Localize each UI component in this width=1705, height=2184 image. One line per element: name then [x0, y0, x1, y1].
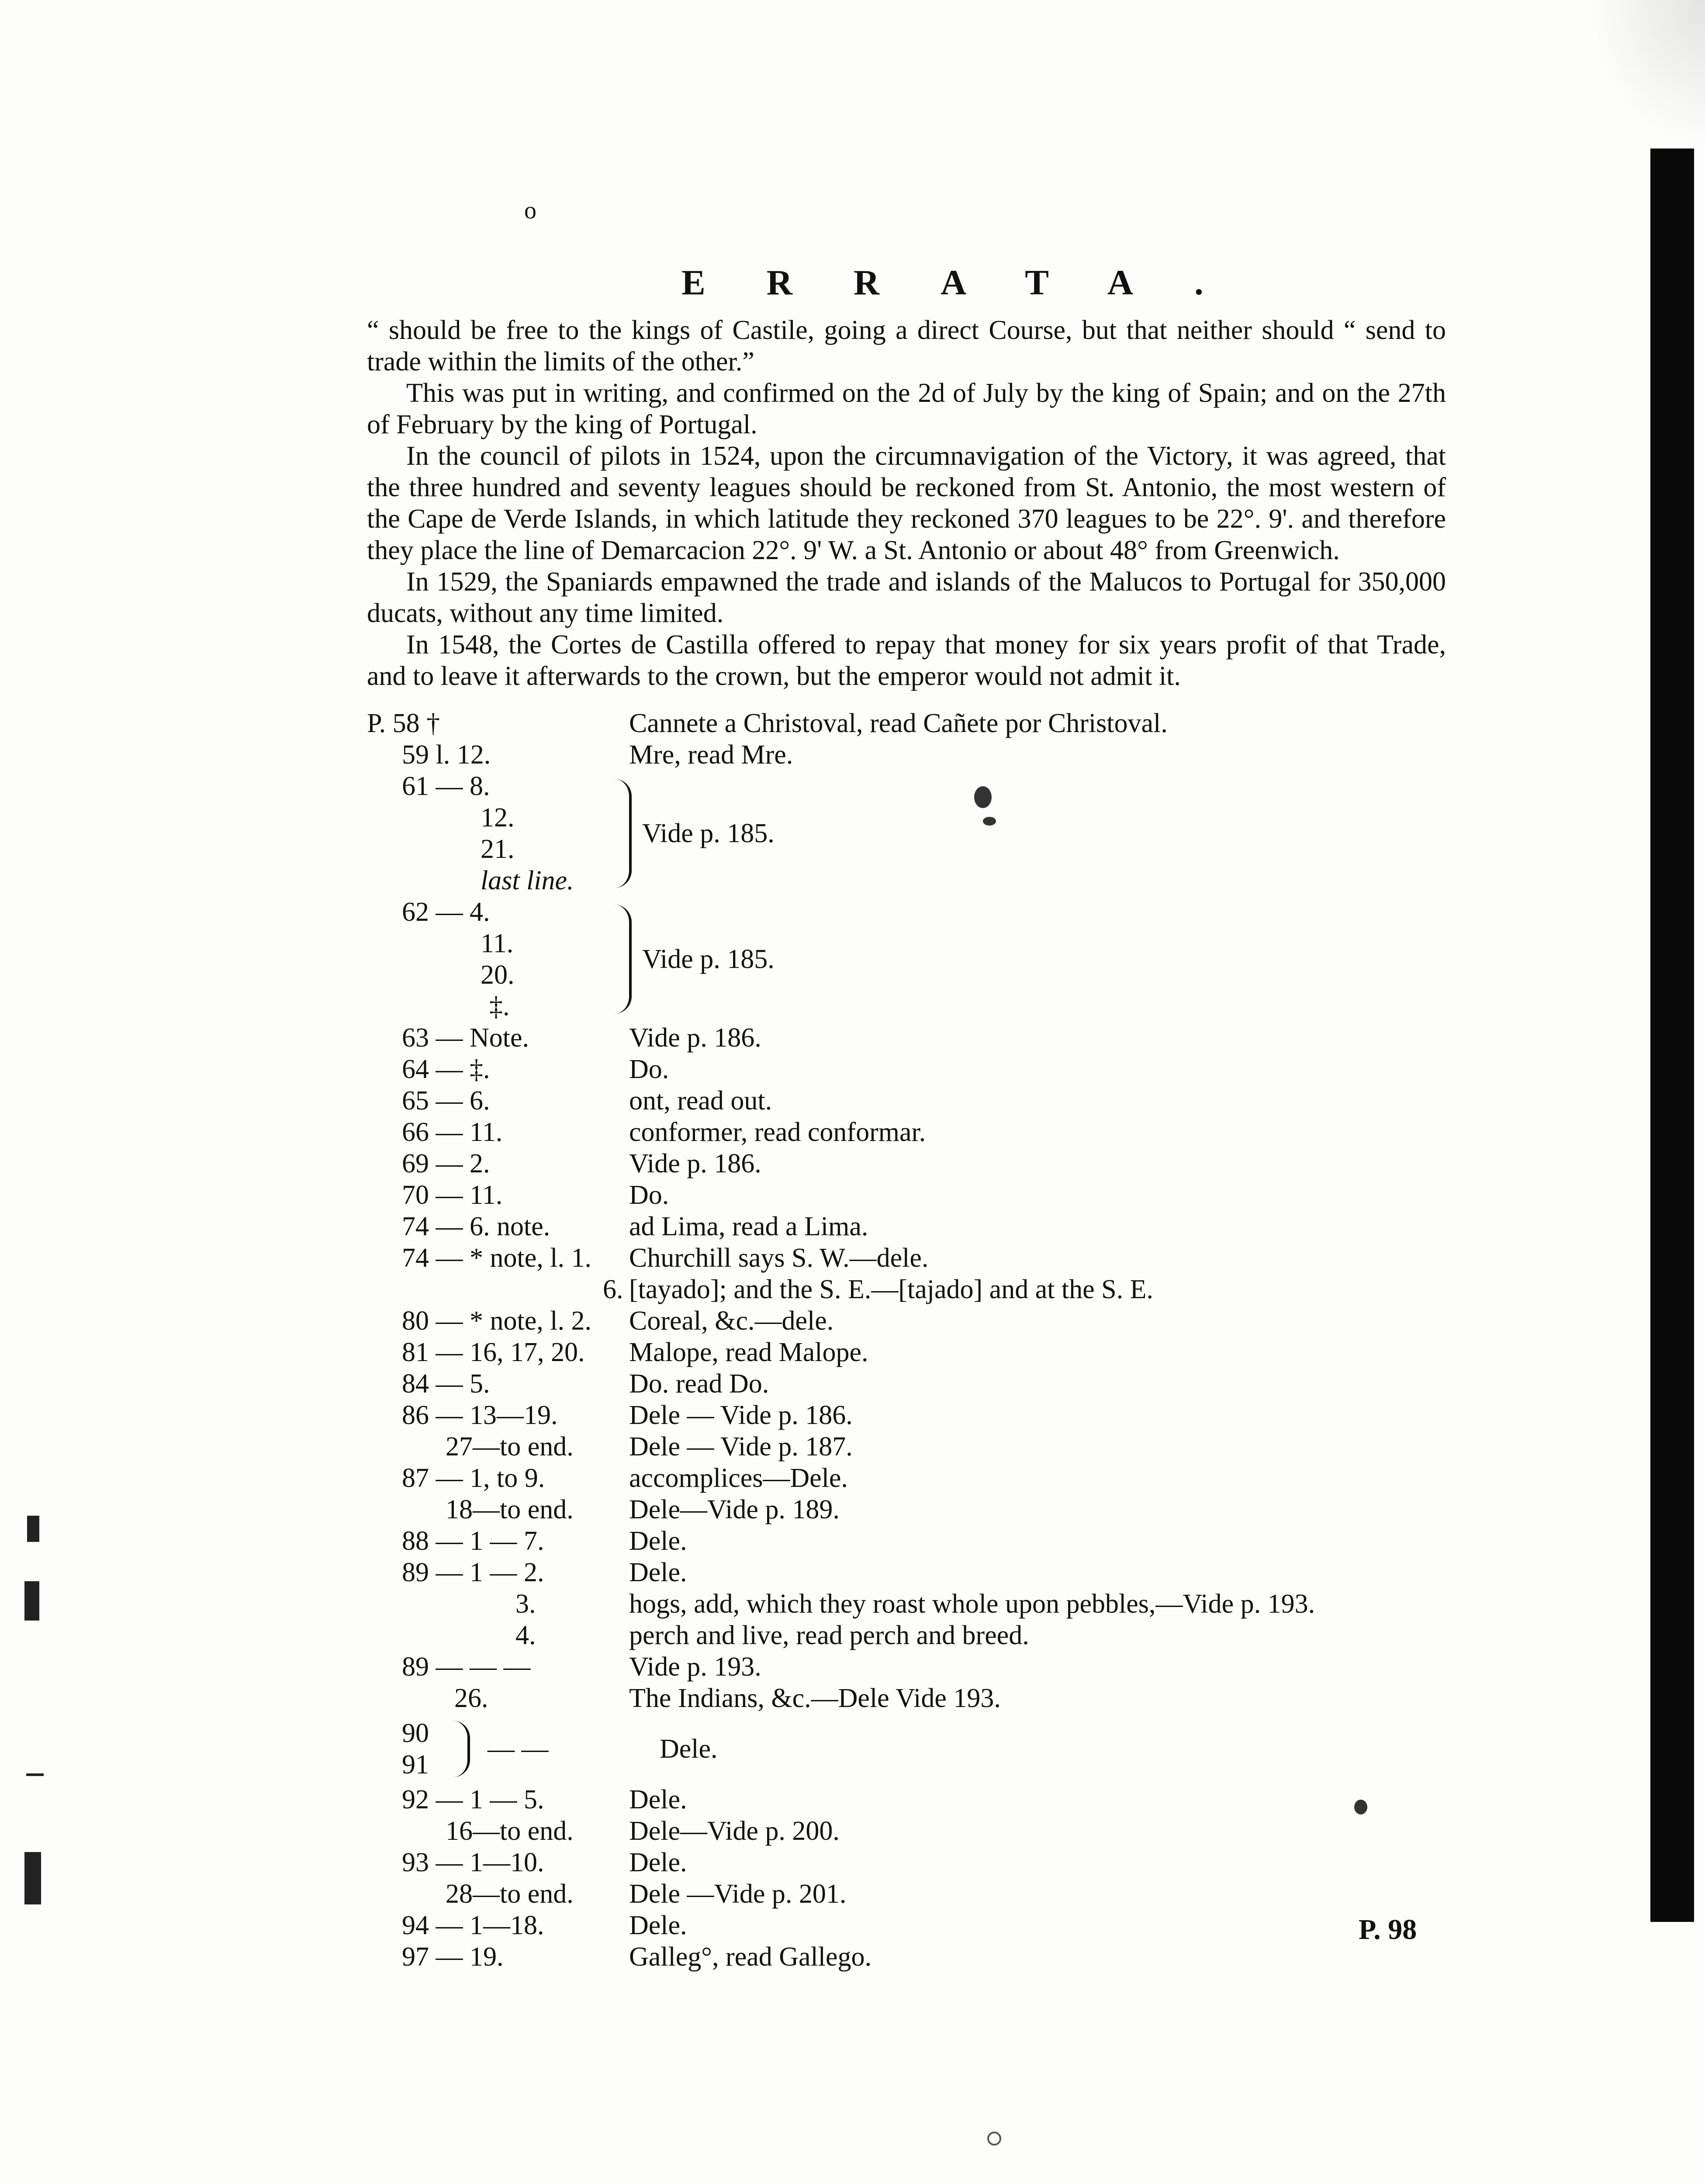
ink-smudge	[983, 817, 996, 826]
errata-row	[367, 1179, 1503, 1211]
errata-brace-group	[367, 1717, 1503, 1780]
errata-ref: P. 58 †	[367, 708, 440, 738]
errata-correction: Dele —Vide p. 201.	[629, 1879, 847, 1909]
errata-row	[367, 1368, 1503, 1400]
errata-ref: 81 — 16, 17, 20.	[402, 1337, 585, 1367]
paragraph: In the council of pilots in 1524, upon the circumnavigation of the Victory, it was agreed, that the three hundred and seventy leagues should be reckoned from St. Antonio, the most western of the Cape de Verde Islands, in which latitude they reckoned 370 leagues to be 22°. 9'. and therefore they place the line of Demarcacion 22°. 9' W. a St. Antonio or about 48° from Greenwich.	[367, 441, 1446, 565]
errata-ref: 97 — 19.	[402, 1942, 504, 1972]
errata-row	[367, 1878, 1503, 1910]
margin-mark	[24, 1852, 41, 1904]
errata-ref: 3.	[515, 1589, 536, 1619]
errata-row	[367, 739, 1503, 771]
page-title: ERRATA.	[681, 263, 1265, 302]
errata-correction: Dele.	[629, 1785, 687, 1814]
errata-correction: Vide p. 193.	[629, 1652, 761, 1682]
errata-ref: 74 — * note, l. 1.	[402, 1243, 591, 1273]
errata-correction: Mre, read Mre.	[629, 740, 793, 770]
brace-mark	[612, 905, 632, 1014]
errata-row	[367, 1211, 1503, 1242]
errata-ref: 86 — 13—19.	[402, 1400, 558, 1430]
margin-mark	[27, 1516, 39, 1542]
errata-row	[367, 1054, 1503, 1085]
errata-ref: 27—to end.	[446, 1432, 574, 1462]
errata-correction: Cannete a Christoval, read Cañete por Christoval.	[629, 708, 1168, 738]
errata-correction: Dele—Vide p. 189.	[629, 1495, 840, 1524]
errata-ref: 26.	[454, 1683, 488, 1713]
errata-correction: Dele — Vide p. 186.	[629, 1400, 853, 1430]
errata-correction: Do.	[629, 1180, 669, 1210]
errata-correction: accomplices—Dele.	[629, 1463, 848, 1493]
errata-row	[367, 1400, 1503, 1431]
errata-correction: Churchill says S. W.—dele.	[629, 1243, 929, 1273]
errata-correction: Dele—Vide p. 200.	[629, 1816, 840, 1846]
errata-ref: 93 — 1—10.	[402, 1848, 544, 1877]
errata-correction: Vide p. 185.	[642, 944, 775, 974]
errata-correction: Do.	[629, 1054, 669, 1084]
errata-brace-group	[367, 896, 1503, 1022]
errata-row	[367, 1847, 1503, 1878]
errata-row	[367, 1305, 1503, 1337]
errata-correction: The Indians, &c.—Dele Vide 193.	[629, 1683, 1001, 1713]
errata-row	[367, 1337, 1503, 1368]
ink-smudge	[974, 786, 992, 808]
errata-ref: 94 — 1—18.	[402, 1911, 544, 1940]
errata-ref: 61 — 8.	[402, 771, 490, 801]
errata-ref: 92 — 1 — 5.	[402, 1785, 544, 1814]
errata-ref: 91	[402, 1750, 429, 1780]
errata-correction: Dele — Vide p. 187.	[629, 1432, 853, 1462]
errata-row	[367, 1431, 1503, 1462]
errata-brace-group	[367, 771, 1503, 896]
errata-ref: 18—to end.	[446, 1495, 574, 1524]
errata-ref: 88 — 1 — 7.	[402, 1526, 544, 1556]
ink-dot	[987, 2132, 1001, 2146]
margin-mark	[24, 1581, 39, 1621]
paragraph: “ should be free to the kings of Castile, going a direct Course, but that neither should “ send to trade within the limits of the other.”	[367, 315, 1446, 377]
errata-row	[367, 1274, 1503, 1305]
errata-ref: 59 l. 12.	[402, 740, 491, 770]
errata-ref: 80 — * note, l. 2.	[402, 1306, 591, 1336]
errata-row	[367, 1941, 1503, 1973]
errata-ref: 66 — 11.	[402, 1117, 503, 1147]
page-signature: o	[524, 197, 536, 224]
errata-row	[367, 1085, 1503, 1116]
errata-row	[367, 708, 1503, 739]
errata-ref: 63 — Note.	[402, 1023, 529, 1053]
ink-smudge	[1354, 1800, 1367, 1814]
errata-list	[367, 708, 1503, 1973]
errata-row	[367, 1815, 1503, 1847]
brace-mark	[450, 1721, 470, 1777]
errata-correction: [tayado]; and the S. E.—[tajado] and at the S. E.	[629, 1275, 1154, 1304]
errata-correction: Dele.	[629, 1558, 687, 1587]
errata-ref: 89 — 1 — 2.	[402, 1558, 544, 1587]
errata-correction: Do. read Do.	[629, 1369, 769, 1399]
errata-ref: 87 — 1, to 9.	[402, 1463, 545, 1493]
errata-ref: 84 — 5.	[402, 1369, 490, 1399]
errata-ref: 12.	[481, 803, 515, 833]
errata-ref: 89 — — —	[402, 1652, 531, 1682]
errata-ref: 70 — 11.	[402, 1180, 503, 1210]
errata-ref: 20.	[481, 960, 515, 990]
errata-correction: Vide p. 185.	[642, 819, 775, 848]
errata-row	[367, 1242, 1503, 1274]
brace-mark	[612, 779, 632, 888]
errata-correction: Galleg°, read Gallego.	[629, 1942, 872, 1972]
errata-correction: Dele.	[629, 1526, 687, 1556]
errata-row	[367, 1683, 1503, 1714]
errata-ref: 64 — ‡.	[402, 1054, 490, 1084]
errata-row	[367, 1651, 1503, 1683]
errata-ref: 4.	[515, 1621, 536, 1650]
errata-row	[367, 1910, 1503, 1941]
scan-edge-bar	[1650, 149, 1694, 1922]
errata-ref: 65 — 6.	[402, 1086, 490, 1116]
errata-correction: Malope, read Malope.	[629, 1337, 868, 1367]
errata-ref: 16—to end.	[446, 1816, 574, 1846]
errata-ref: last line.	[481, 866, 574, 895]
errata-row	[367, 1557, 1503, 1588]
errata-correction: conformer, read conformar.	[629, 1117, 926, 1147]
errata-ref: 69 — 2.	[402, 1149, 490, 1178]
errata-row	[367, 1462, 1503, 1494]
errata-correction: Dele.	[629, 1848, 687, 1877]
errata-ref: — —	[488, 1734, 549, 1764]
errata-row	[367, 1022, 1503, 1054]
errata-correction: hogs, add, which they roast whole upon pebbles,—Vide p. 193.	[629, 1589, 1315, 1619]
errata-correction: Dele.	[629, 1911, 687, 1940]
errata-correction: Vide p. 186.	[629, 1149, 761, 1178]
errata-ref: 62 — 4.	[402, 897, 490, 927]
errata-row	[367, 1494, 1503, 1525]
errata-ref: 11.	[481, 929, 514, 958]
errata-ref: 90	[402, 1718, 429, 1748]
paragraph: In 1529, the Spaniards empawned the trade and islands of the Malucos to Portugal for 350,000 ducats, without any time limited.	[367, 567, 1446, 628]
paragraph: This was put in writing, and confirmed on the 2d of July by the king of Spain; and on the 27th of February by the king of Portugal.	[367, 378, 1446, 439]
errata-row	[367, 1588, 1503, 1620]
catchword: P. 98	[1359, 1914, 1417, 1946]
errata-correction: Coreal, &c.—dele.	[629, 1306, 834, 1336]
errata-ref: ‡.	[489, 992, 510, 1021]
errata-row	[367, 1148, 1503, 1179]
errata-correction: perch and live, read perch and breed.	[629, 1621, 1029, 1650]
body-text	[367, 314, 1446, 692]
paragraph: In 1548, the Cortes de Castilla offered to repay that money for six years profit of that Trade, and to leave it afterwards to the crown, but the emperor would not admit it.	[367, 630, 1446, 691]
errata-ref: 21.	[481, 834, 515, 864]
errata-correction: Dele.	[660, 1734, 718, 1764]
errata-correction: ont, read out.	[629, 1086, 772, 1116]
errata-correction: ad Lima, read a Lima.	[629, 1212, 868, 1241]
errata-row	[367, 1116, 1503, 1148]
page-corner-shadow	[1591, 0, 1705, 144]
errata-row	[367, 1620, 1503, 1651]
errata-ref: 74 — 6. note.	[402, 1212, 550, 1241]
errata-row	[367, 1784, 1503, 1815]
errata-correction: Vide p. 186.	[629, 1023, 761, 1053]
errata-ref: 6.	[603, 1275, 623, 1304]
errata-ref: 28—to end.	[446, 1879, 574, 1909]
errata-row	[367, 1525, 1503, 1557]
margin-mark	[26, 1773, 44, 1776]
